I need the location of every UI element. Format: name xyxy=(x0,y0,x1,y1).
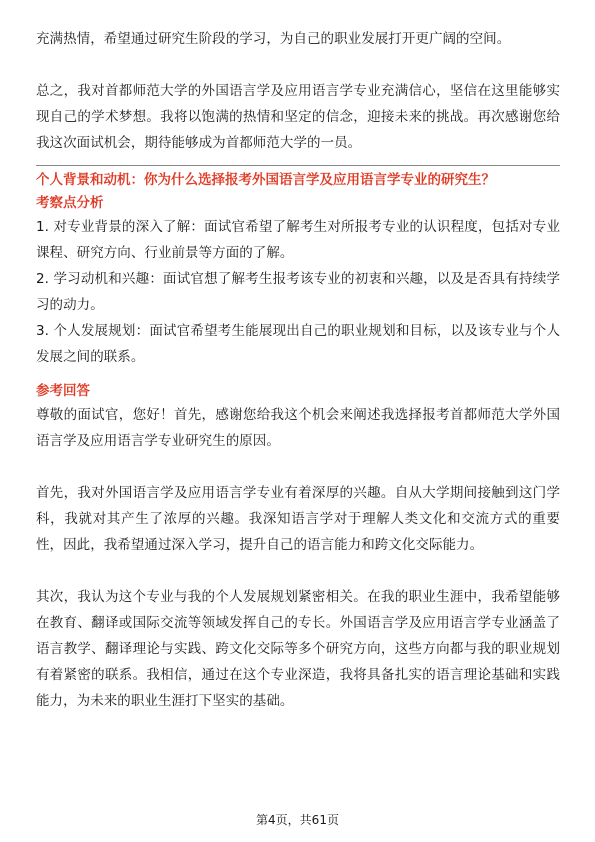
analysis-point-2: 2. 学习动机和兴趣：面试官想了解考生报考该专业的初衷和兴趣，以及是否具有持续学习的动力。 xyxy=(36,271,560,313)
answer-paragraph-2: 首先，我对外国语言学及应用语言学专业有着深厚的兴趣。自从大学期间接触到这门学科，我就对其产生了浓厚的兴趣。我深知语言学对于理解人类文化和交流方式的重要性，因此，我希望通过深入学习，提升自己的语言能力和跨文化交际能力。 xyxy=(36,485,560,553)
page-number-footer: 第4页，共61页 xyxy=(256,813,339,827)
analysis-point-1: 1. 对专业背景的深入了解：面试官希望了解考生对所报考专业的认识程度，包括对专业课程、研究方向、行业前景等方面的了解。 xyxy=(36,219,560,261)
section-divider xyxy=(36,165,560,166)
answer-paragraph-1: 尊敬的面试官，您好！首先，感谢您给我这个机会来阐述我选择报考首都师范大学外国语言学及应用语言学专业研究生的原因。 xyxy=(36,407,560,449)
page-content xyxy=(36,26,560,714)
analysis-heading: 考察点分析 xyxy=(36,195,104,211)
intro-paragraph-2: 总之，我对首都师范大学的外国语言学及应用语言学专业充满信心，坚信在这里能够实现自己的学术梦想。我将以饱满的热情和坚定的信念，迎接未来的挑战。再次感谢您给我这次面试机会，期待能够成为首都师范大学的一员。 xyxy=(36,83,560,151)
spacer xyxy=(36,52,560,78)
intro-paragraph-1: 充满热情，希望通过研究生阶段的学习，为自己的职业发展打开更广阔的空间。 xyxy=(36,31,511,47)
answer-heading: 参考回答 xyxy=(36,383,90,399)
spacer xyxy=(36,558,560,584)
spacer xyxy=(36,454,560,480)
question-heading: 个人背景和动机：你为什么选择报考外国语言学及应用语言学专业的研究生？ xyxy=(36,172,495,188)
analysis-point-3: 3. 个人发展规划：面试官希望考生能展现出自己的职业规划和目标，以及该专业与个人发展之间的联系。 xyxy=(36,323,560,365)
spacer xyxy=(36,370,560,380)
answer-paragraph-3: 其次，我认为这个专业与我的个人发展规划紧密相关。在我的职业生涯中，我希望能够在教育、翻译或国际交流等领域发挥自己的专长。外国语言学及应用语言学专业涵盖了语言教学、翻译理论与实践、跨文化交际等多个研究方向，这些方向都与我的职业规划有着紧密的联系。我相信，通过在这个专业深造，我将具备扎实的语言理论基础和实践能力，为未来的职业生涯打下坚实的基础。 xyxy=(36,589,560,709)
